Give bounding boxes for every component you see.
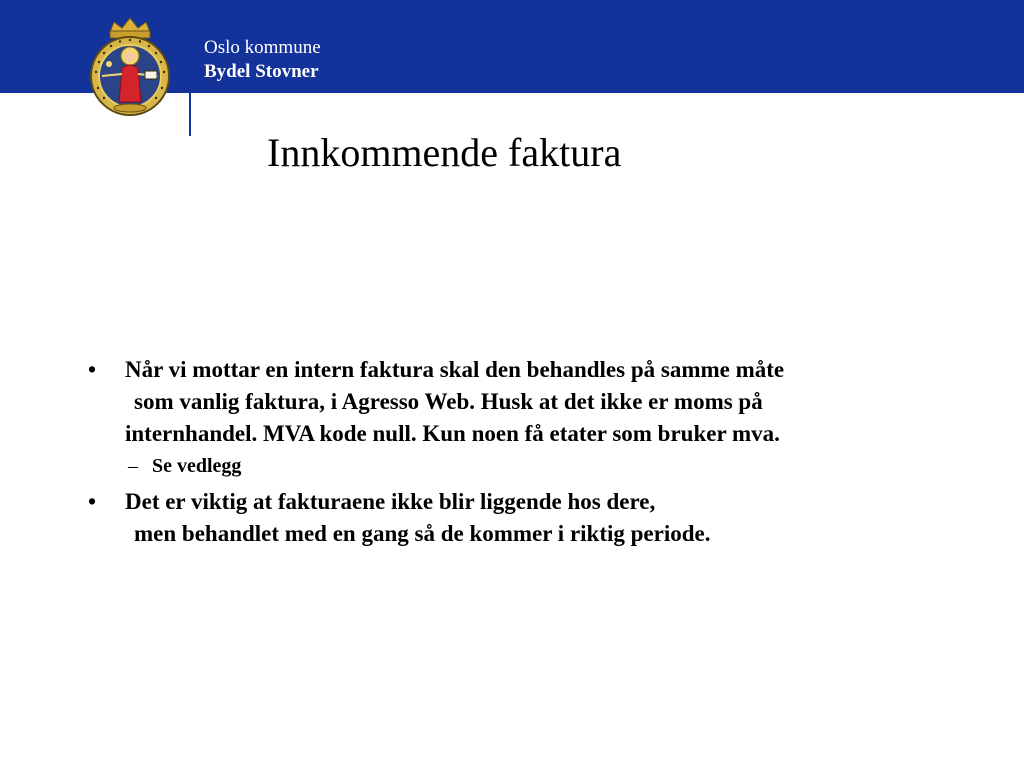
sub-bullet-item	[128, 452, 241, 480]
sub-bullet-text: Se vedlegg	[152, 455, 242, 477]
bullet-text	[125, 486, 710, 550]
bullet-line: Når vi mottar en intern faktura skal den behandles på samme måte	[125, 357, 785, 382]
sub-bullet-marker: –	[128, 455, 138, 477]
bullet-line: internhandel. MVA kode null. Kun noen få etater som bruker mva.	[125, 421, 780, 446]
bullet-marker: •	[88, 357, 97, 382]
oslo-coat-of-arms-icon	[88, 16, 172, 120]
bullet-line: men behandlet med en gang så de kommer i riktig periode.	[134, 521, 711, 546]
organization-name: Oslo kommune	[204, 37, 321, 58]
bullet-line: som vanlig faktura, i Agresso Web. Husk at det ikke er moms på	[134, 389, 763, 414]
slide-title: Innkommende faktura	[267, 130, 622, 175]
district-name: Bydel Stovner	[204, 61, 319, 82]
organization-block	[204, 36, 321, 84]
bullet-line: Det er viktig at fakturaene ikke blir liggende hos dere,	[125, 489, 656, 514]
bullet-text	[125, 354, 784, 450]
bullet-marker: •	[88, 489, 97, 514]
header-divider	[189, 14, 191, 136]
